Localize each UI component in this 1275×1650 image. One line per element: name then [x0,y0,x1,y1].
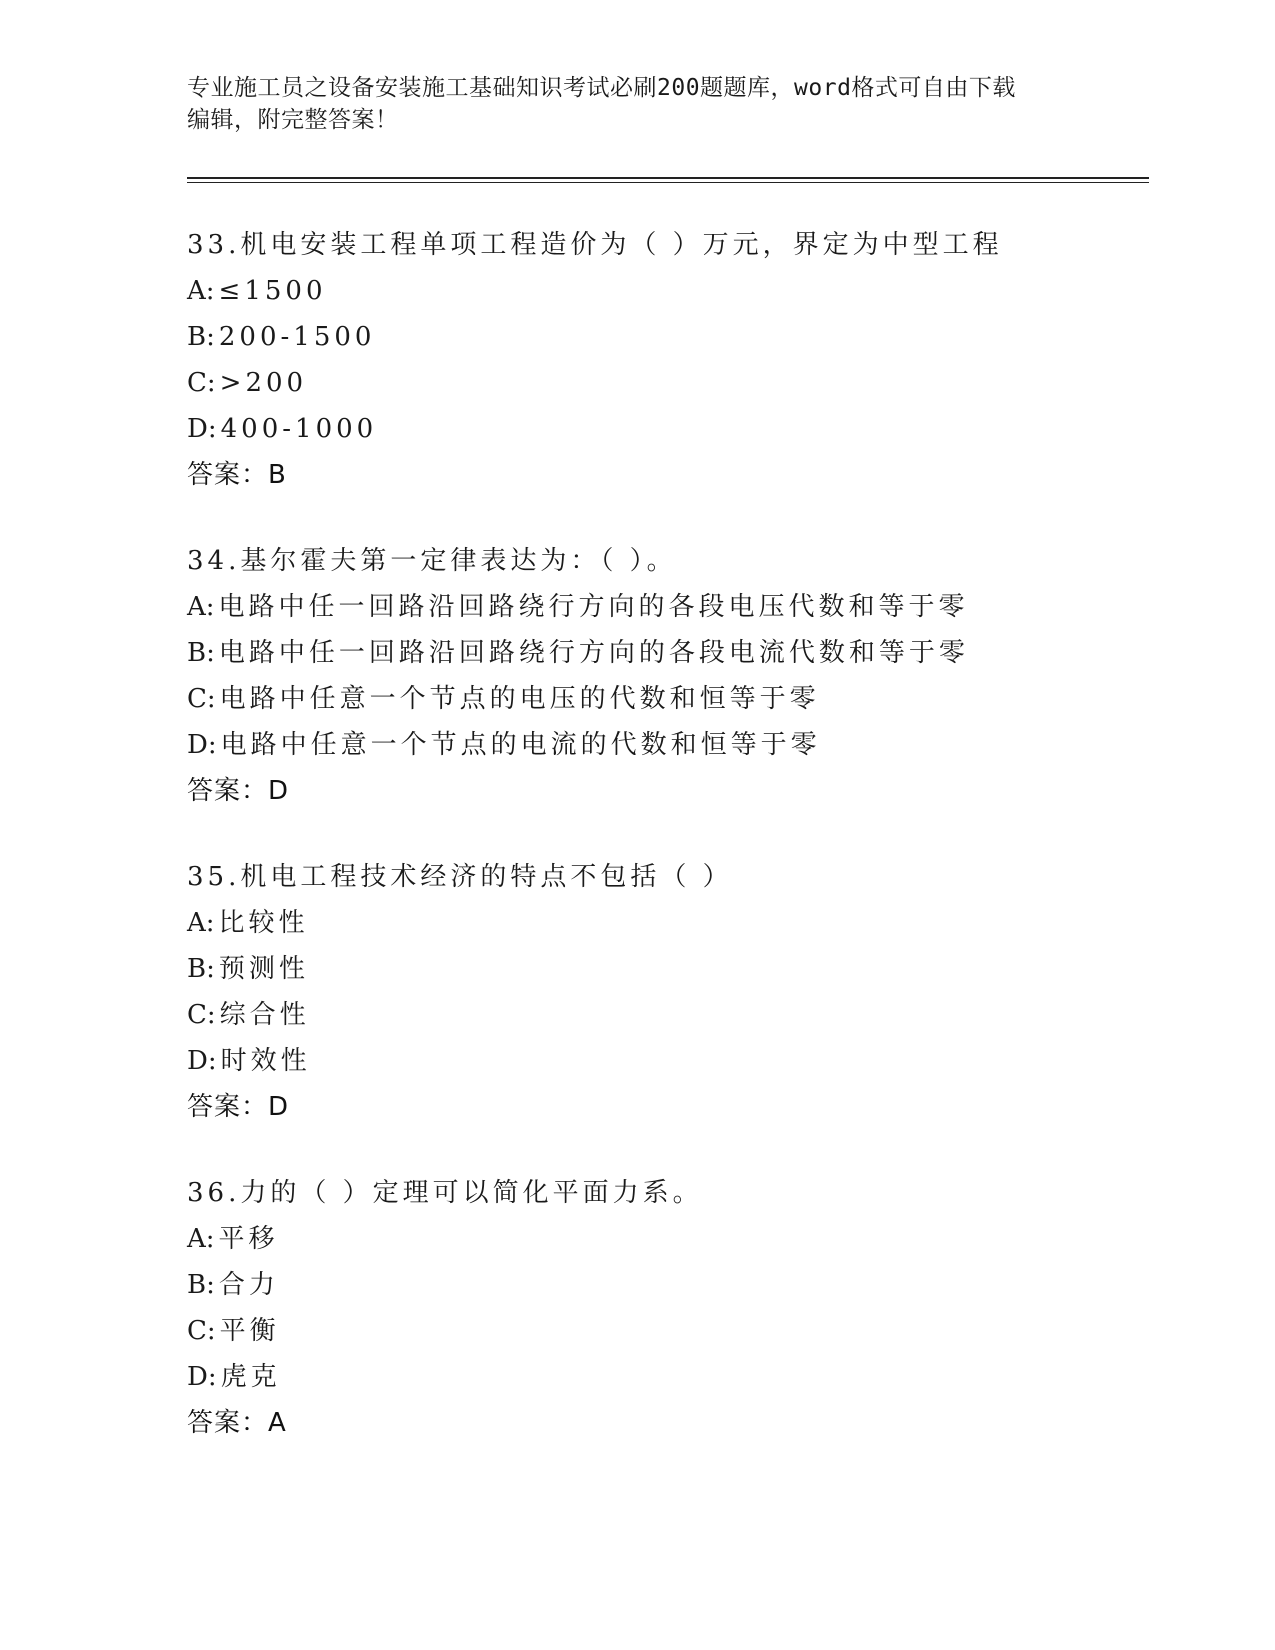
question-block-36 [187,1170,1147,1446]
option-text: 电路中任意一个节点的电流的代数和恒等于零 [220,730,821,760]
option-text: 虎克 [220,1362,281,1392]
option-a [187,584,1147,630]
option-text: ≤1500 [218,276,327,306]
question-title: 35.机电工程技术经济的特点不包括（ ） [187,862,733,892]
header-divider-thin [187,182,1149,183]
question-block-33 [187,222,1147,498]
header-line-1: 专业施工员之设备安装施工基础知识考试必刷200题题库，word格式可自由下载 [187,75,1016,101]
option-text: 合力 [218,1270,279,1300]
question-title: 34.基尔霍夫第一定律表达为：（ ）。 [187,546,677,576]
option-letter: C: [187,684,216,714]
option-letter: D: [187,1046,217,1076]
option-letter: D: [187,414,217,444]
option-text: 电路中任一回路沿回路绕行方向的各段电流代数和等于零 [218,638,969,668]
option-a [187,900,1147,946]
question-block-35 [187,854,1147,1130]
option-letter: A: [187,908,215,938]
header-line-2: 编辑，附完整答案！ [187,107,399,133]
option-b [187,946,1147,992]
option-letter: D: [187,730,217,760]
option-letter: B: [187,322,215,352]
answer-line: 答案：D [187,776,290,806]
option-letter: D: [187,1362,217,1392]
answer-line: 答案：A [187,1408,287,1438]
option-letter: B: [187,638,215,668]
option-text: 比较性 [218,908,309,938]
document-header [187,72,1077,136]
option-text: 电路中任意一个节点的电压的代数和恒等于零 [219,684,820,714]
option-text: 综合性 [219,1000,310,1030]
option-d [187,722,1147,768]
option-a [187,268,1147,314]
option-letter: C: [187,1316,216,1346]
option-b [187,1262,1147,1308]
option-text: 电路中任一回路沿回路绕行方向的各段电压代数和等于零 [218,592,969,622]
option-c [187,676,1147,722]
option-a [187,1216,1147,1262]
option-text: 平移 [218,1224,279,1254]
option-c [187,992,1147,1038]
option-d [187,1354,1147,1400]
option-d [187,1038,1147,1084]
option-letter: A: [187,276,215,306]
option-letter: A: [187,592,215,622]
option-letter: C: [187,368,216,398]
option-letter: C: [187,1000,216,1030]
option-text: 400-1000 [220,414,378,444]
option-letter: A: [187,1224,215,1254]
option-text: 平衡 [219,1316,280,1346]
option-text: 200-1500 [218,322,376,352]
header-divider-thick [187,177,1149,179]
option-b [187,630,1147,676]
option-d [187,406,1147,452]
option-c [187,1308,1147,1354]
question-title: 33.机电安装工程单项工程造价为（ ）万元，界定为中型工程 [187,230,1003,260]
option-letter: B: [187,954,215,984]
option-c [187,360,1147,406]
option-b [187,314,1147,360]
option-text: 预测性 [218,954,309,984]
option-text: 时效性 [220,1046,311,1076]
option-text: >200 [219,368,308,398]
answer-line: 答案：B [187,460,287,490]
question-block-34 [187,538,1147,814]
option-letter: B: [187,1270,215,1300]
question-title: 36.力的（ ）定理可以简化平面力系。 [187,1178,703,1208]
answer-line: 答案：D [187,1092,290,1122]
